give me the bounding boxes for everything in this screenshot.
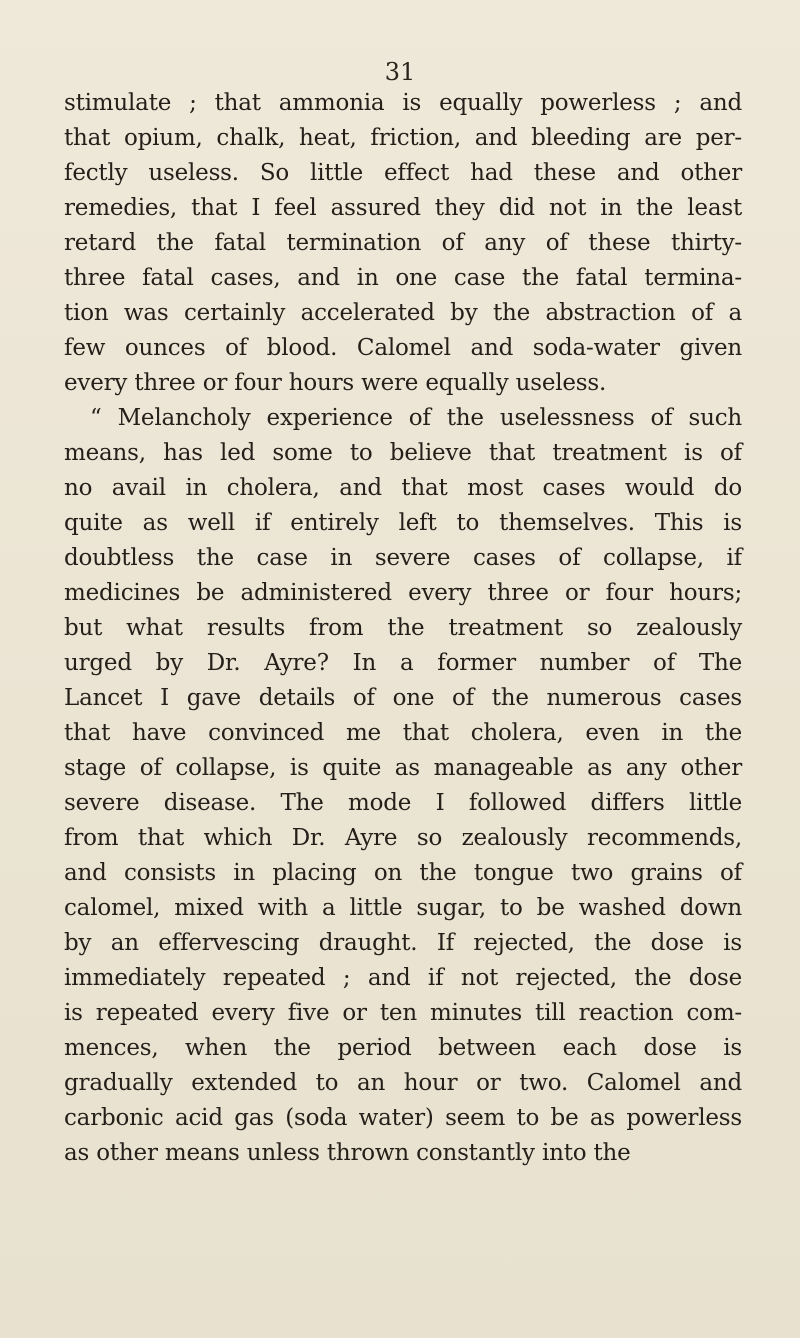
text-line: that have convinced me that cholera, even in the [64,720,742,746]
text-line: is repeated every five or ten minutes till reaction com- [64,1000,742,1026]
text-line: as other means unless thrown constantly into the [64,1140,631,1166]
text-line: Lancet I gave details of one of the numerous cases [64,685,742,711]
text-line: doubtless the case in severe cases of collapse, if [64,545,742,571]
text-line: immediately repeated ; and if not rejected, the dose [64,965,742,991]
text-line: severe disease. The mode I followed differs little [64,790,742,816]
text-line: three fatal cases, and in one case the fatal termina- [64,265,742,291]
text-line: “ Melancholy experience of the uselessness of such [90,405,742,431]
body-text [64,86,742,1171]
text-line: that opium, chalk, heat, friction, and bleeding are per- [64,125,742,151]
text-line: but what results from the treatment so zealously [64,615,742,641]
text-line: no avail in cholera, and that most cases would do [64,475,742,501]
text-line: medicines be administered every three or four hours; [64,580,742,606]
text-line: calomel, mixed with a little sugar, to be washed down [64,895,742,921]
text-line: carbonic acid gas (soda water) seem to be as powerless [64,1105,742,1131]
text-line: retard the fatal termination of any of these thirty- [64,230,742,256]
text-line: tion was certainly accelerated by the abstraction of a [64,300,742,326]
text-line: by an effervescing draught. If rejected, the dose is [64,930,742,956]
text-line: means, has led some to believe that treatment is of [64,440,742,466]
text-line: urged by Dr. Ayre? In a former number of The [64,650,742,676]
text-line: mences, when the period between each dose is [64,1035,742,1061]
text-line: few ounces of blood. Calomel and soda-water given [64,335,742,361]
text-line: stage of collapse, is quite as manageable as any other [64,755,742,781]
text-line: gradually extended to an hour or two. Calomel and [64,1070,742,1096]
text-line: from that which Dr. Ayre so zealously recommends, [64,825,742,851]
text-line: quite as well if entirely left to themselves. This is [64,510,742,536]
text-line: and consists in placing on the tongue two grains of [64,860,742,886]
text-line: stimulate ; that ammonia is equally powerless ; and [64,90,742,116]
page-number: 31 [384,58,416,86]
text-line: remedies, that I feel assured they did not in the least [64,195,742,221]
text-line: fectly useless. So little effect had these and other [64,160,742,186]
text-line: every three or four hours were equally useless. [64,370,607,396]
